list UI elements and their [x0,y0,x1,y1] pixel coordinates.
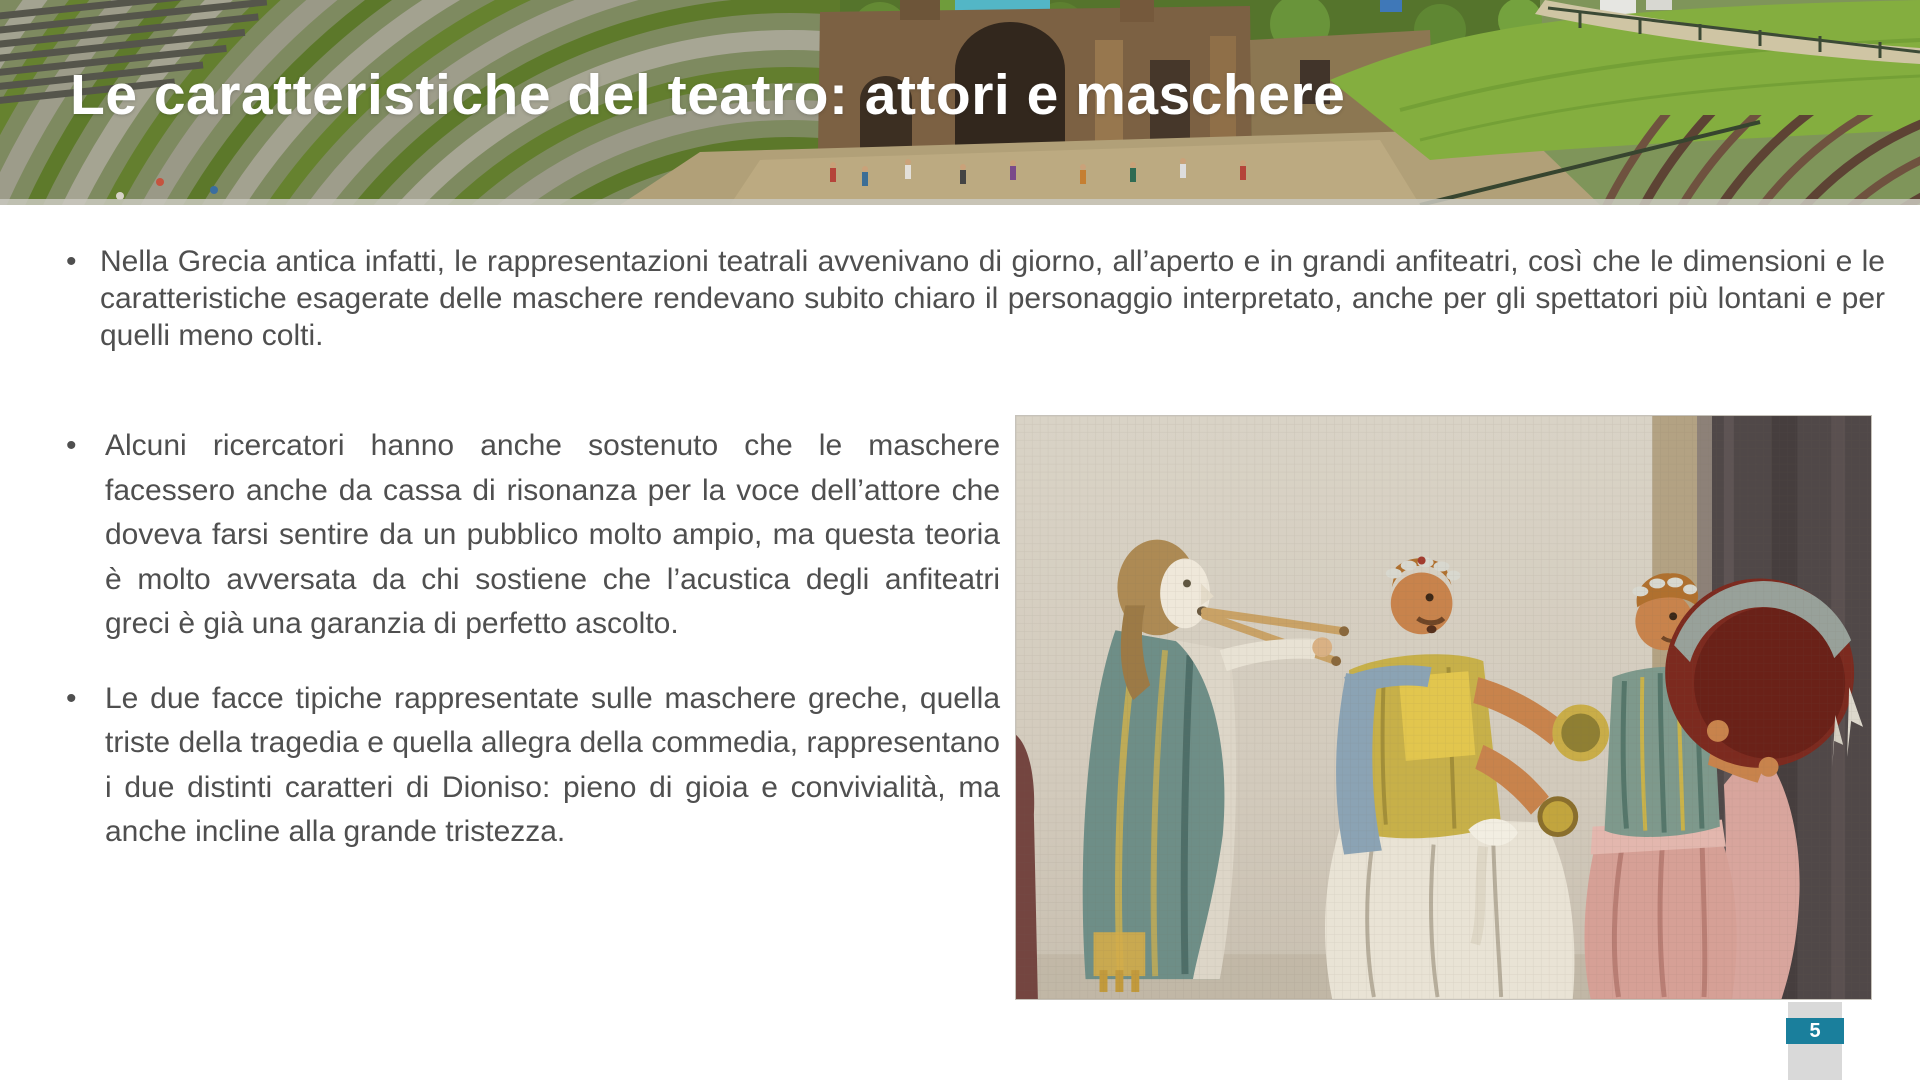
page-number-badge: 5 [1786,1018,1844,1044]
body-text-column [60,424,1000,855]
page-number-tab [1788,1002,1842,1080]
bullet-text: Le due facce tipiche rappresentate sulle maschere greche, quella triste della tragedia e quella allegra della commedia, rappresentano i due distinti caratteri di Dioniso: pieno di gioia e convivialità, ma anche incline alla grande tristezza. [105,681,1000,848]
intro-bullet-text: Nella Grecia antica infatti, le rappresentazioni teatrali avvenivano di giorno, all’aperto e in grandi anfiteatri, così che le dimensioni e le caratteristiche esagerate delle maschere rendevano subito chiaro il personaggio interpretato, anche per gli spettatori più lontani e per quelli meno colti. [100,245,1885,352]
mosaic-image [1015,415,1872,1000]
bullet-marker: • [66,681,77,715]
tesserae-texture [1016,416,1871,999]
bullet-text: Alcuni ricercatori hanno anche sostenuto che le maschere facessero anche da cassa di risonanza per la voce dell’attore che doveva farsi sentire da un pubblico molto ampio, ma questa teoria è molto avversata da chi sostiene che l’acustica degli anfiteatri greci è già una garanzia di perfetto ascolto. [105,429,1000,640]
bullet-marker: • [66,245,77,278]
bullet-marker: • [66,429,77,462]
bullet-masks-resonance [60,424,1000,647]
bullet-two-faces [60,677,1000,855]
page-title: Le caratteristiche del teatro: attori e maschere [70,63,1346,127]
mosaic-street-musicians [1016,416,1871,999]
header-photo-band [0,0,1920,205]
intro-bullet [60,243,1885,354]
